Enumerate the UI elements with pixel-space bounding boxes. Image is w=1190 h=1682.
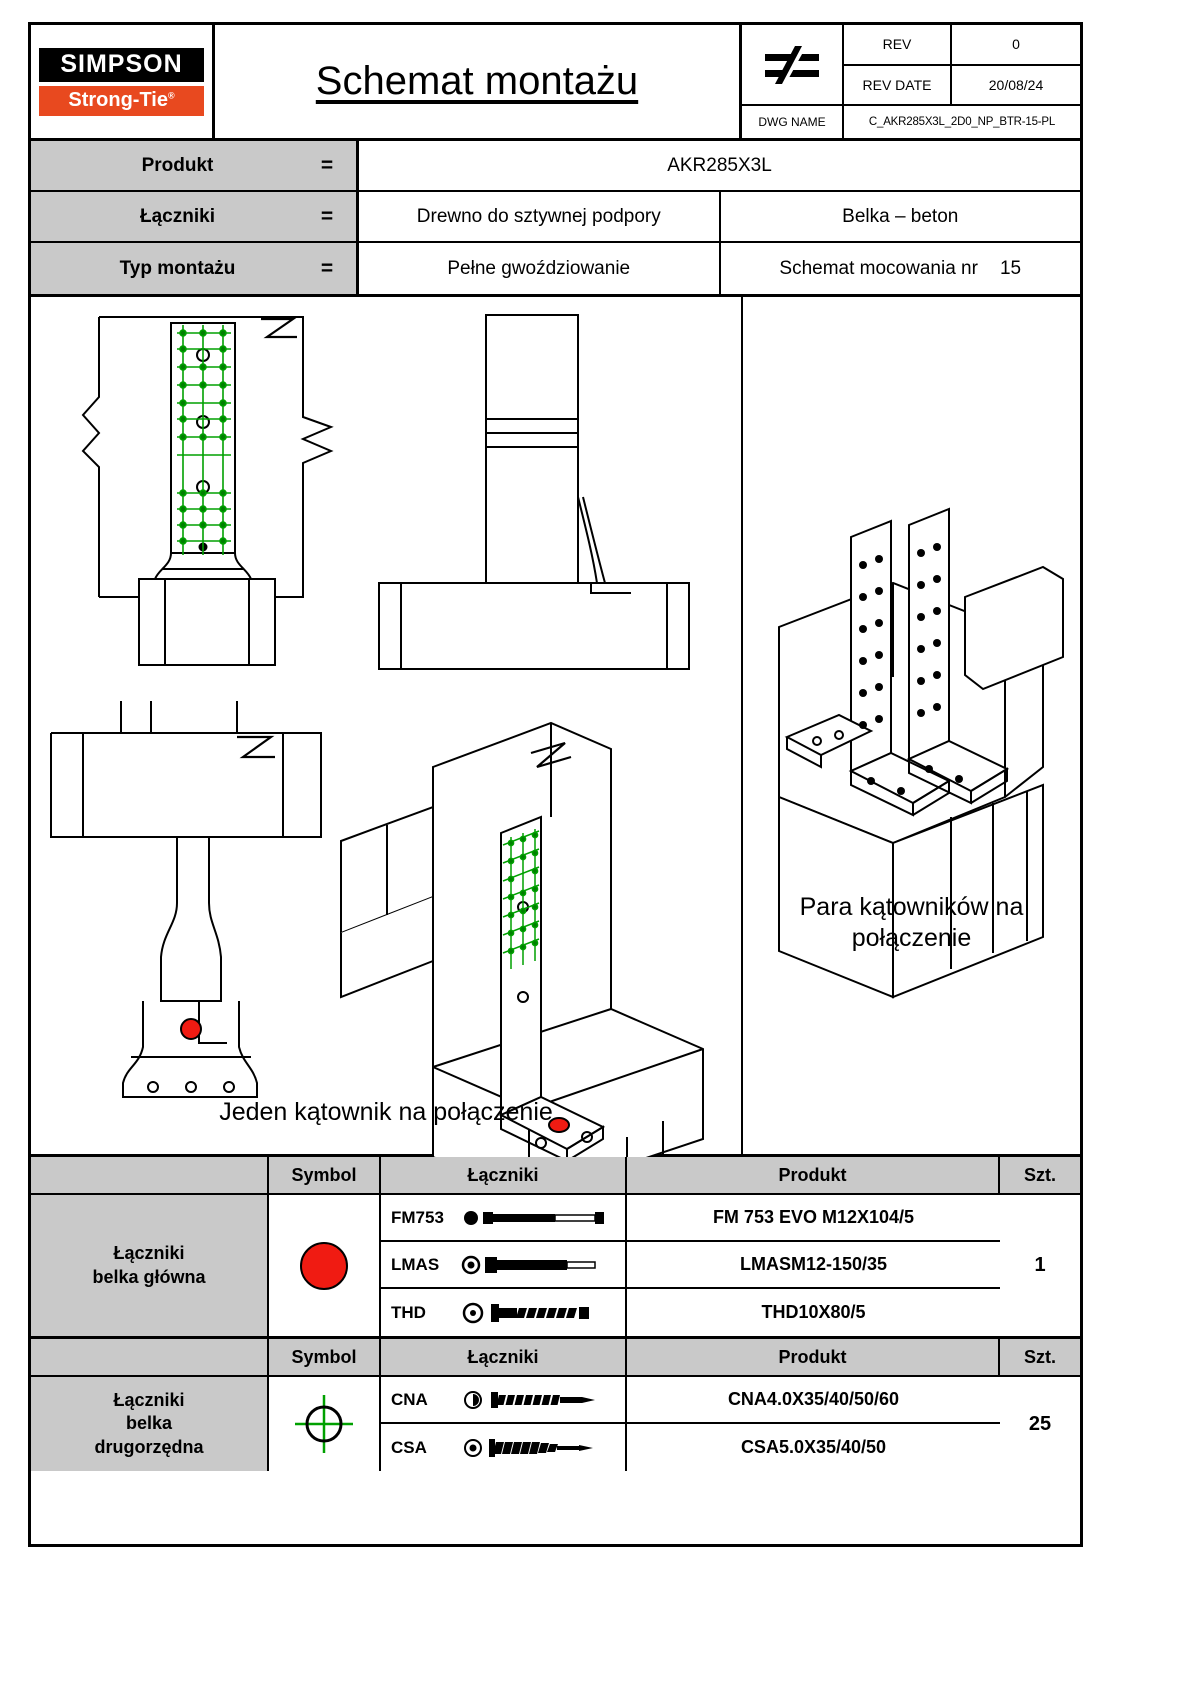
spec-label-product: Produkt =	[31, 141, 359, 190]
fastener-name: THD	[391, 1302, 426, 1322]
group-line2: belka główna	[92, 1266, 206, 1287]
caption-pair-line1: Para kątowników na	[799, 892, 1024, 921]
table-row	[381, 1242, 1000, 1289]
fastener-name: CNA	[391, 1389, 428, 1409]
drawing-area	[31, 297, 1080, 1157]
spec-label-connectors: Łączniki =	[31, 192, 359, 241]
product-cell: THD10X80/5	[761, 1302, 866, 1322]
caption-pair-line2: połączenie	[851, 923, 972, 952]
rev-value: 0	[1012, 36, 1020, 53]
scheme-number: 15	[999, 257, 1022, 279]
fastener-cell-csa	[381, 1424, 627, 1471]
drawing-sheet	[28, 22, 1083, 1547]
table-row	[381, 1289, 1000, 1336]
group-label-main-beam	[31, 1195, 269, 1336]
product-cell: LMASM12-150/35	[739, 1254, 888, 1274]
fastener-cell-cna	[381, 1377, 627, 1422]
qty-cell-secondary-beam: 25	[1028, 1412, 1052, 1435]
spec-row-mounting-type	[31, 243, 1080, 294]
symbol-cell-red-dot	[269, 1195, 381, 1336]
drawing-panel-pair	[743, 297, 1080, 1154]
anchor-bolt-icon	[461, 1205, 611, 1231]
header-product-1: Produkt	[627, 1157, 1000, 1193]
product-cell: FM 753 EVO M12X104/5	[712, 1207, 915, 1227]
fastener-cell-lmas	[381, 1242, 627, 1287]
header-blank-2	[31, 1339, 269, 1375]
symbol-cell-crosshair	[269, 1377, 381, 1471]
pair-angle-illustration	[743, 297, 1081, 1157]
spec-row-product	[31, 141, 1080, 192]
table-row	[381, 1195, 1000, 1242]
crosshair-target-icon	[293, 1393, 355, 1455]
qty-cell-main-beam: 1	[1034, 1254, 1046, 1276]
spec-label-mounting-type: Typ montażu =	[31, 243, 359, 294]
fastener-cell-thd	[381, 1289, 627, 1336]
group-label-secondary-beam	[31, 1377, 269, 1471]
product-cell: CSA5.0X35/40/50	[740, 1437, 887, 1457]
rev-date-value: 20/08/24	[988, 76, 1044, 93]
spec-row-connectors	[31, 192, 1080, 243]
fastener-name: FM753	[391, 1207, 444, 1227]
wood-screw-icon	[461, 1435, 611, 1461]
table-row	[381, 1424, 1000, 1471]
red-dot-icon	[300, 1242, 348, 1290]
caption-single-angle: Jeden kątownik na połączenie	[219, 1097, 553, 1126]
logo-strongtie-text: Strong-Tie®	[39, 86, 204, 116]
header-fasteners-2: Łączniki	[381, 1339, 627, 1375]
fastener-table-secondary-beam	[31, 1339, 1080, 1471]
header-product-2: Produkt	[627, 1339, 1000, 1375]
caption-pair-angle	[743, 892, 1080, 955]
registered-mark-icon: ®	[168, 89, 175, 100]
product-cell: CNA4.0X35/40/50/60	[727, 1389, 900, 1409]
header-blank-1	[31, 1157, 269, 1193]
revision-block	[742, 25, 1080, 138]
spec-value-connectors-2: Belka – beton	[842, 205, 959, 227]
header-symbol-1: Symbol	[269, 1157, 381, 1193]
title-cell	[215, 25, 742, 138]
page-title: Schemat montażu	[315, 59, 639, 103]
specification-table	[31, 141, 1080, 297]
group-line3: drugorzędna	[94, 1436, 204, 1457]
fastener-table-body-2	[31, 1377, 1080, 1471]
spec-value-connectors-1: Drewno do sztywnej podpory	[359, 192, 721, 241]
fastener-table-header-1	[31, 1157, 1080, 1195]
header-qty-1: Szt.	[1023, 1164, 1056, 1185]
logo-simpson-text: SIMPSON	[39, 48, 204, 82]
dwg-name-label: DWG NAME	[742, 106, 844, 138]
fastener-name: CSA	[391, 1437, 427, 1457]
fastener-cell-fm753	[381, 1195, 627, 1240]
fastener-table-header-2	[31, 1339, 1080, 1377]
hex-bolt-icon	[461, 1252, 611, 1278]
not-equal-icon	[742, 25, 844, 104]
rev-date-label: REV DATE	[844, 66, 952, 105]
group-line1: Łączniki	[113, 1389, 185, 1410]
nail-icon	[461, 1387, 611, 1413]
single-angle-illustrations	[31, 297, 743, 1157]
fastener-table-body-1	[31, 1195, 1080, 1336]
scheme-label: Schemat mocowania nr	[779, 257, 978, 279]
not-equal-glyph	[759, 45, 825, 85]
fastener-name: LMAS	[391, 1254, 440, 1274]
drawing-panel-single	[31, 297, 743, 1154]
sheet-header	[31, 25, 1080, 141]
header-qty-2: Szt.	[1023, 1346, 1056, 1367]
table-row	[381, 1377, 1000, 1424]
header-symbol-2: Symbol	[269, 1339, 381, 1375]
header-fasteners-1: Łączniki	[381, 1157, 627, 1193]
group-line2: belka	[125, 1413, 172, 1434]
spec-value-mounting-type: Pełne gwoździowanie	[359, 243, 721, 294]
rev-label: REV	[844, 25, 952, 64]
screw-anchor-icon	[461, 1300, 611, 1326]
dwg-name-value: C_AKR285X3L_2D0_NP_BTR-15-PL	[868, 116, 1056, 128]
group-line1: Łączniki	[113, 1243, 185, 1264]
spec-value-product: AKR285X3L	[667, 154, 772, 176]
spec-value-scheme	[721, 243, 1081, 294]
brand-logo	[31, 25, 215, 138]
fastener-table-main-beam	[31, 1157, 1080, 1339]
